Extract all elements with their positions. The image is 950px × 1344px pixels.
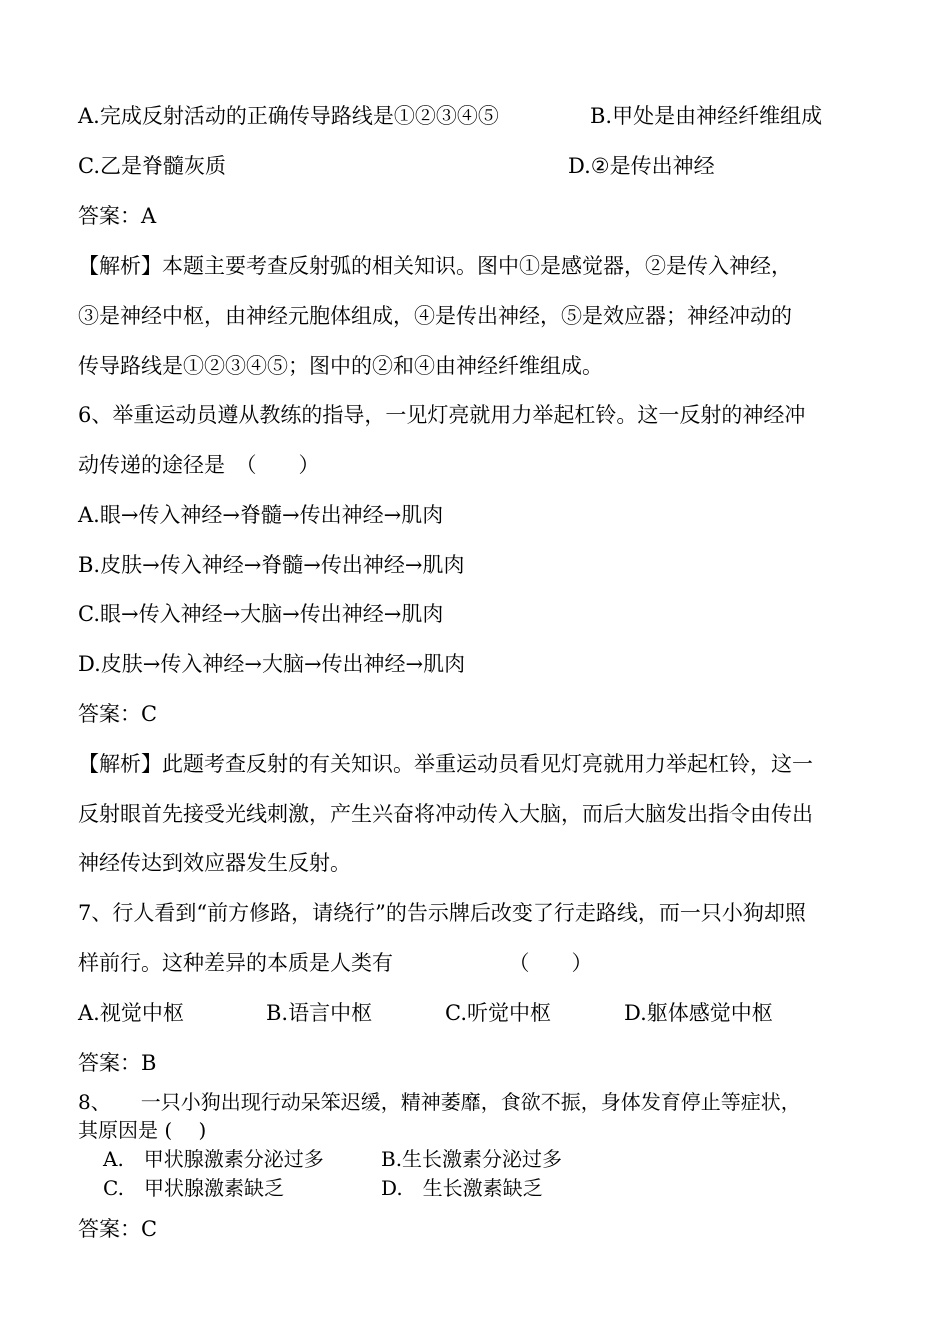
q6-option-a: A.眼→传入神经→脊髓→传出神经→肌肉	[78, 503, 444, 527]
q8-stem-line-1: 8、 一只小狗出现行动呆笨迟缓，精神萎靡，食欲不振，身体发育停止等症状，	[78, 1090, 801, 1114]
q8-option-c: C. 甲状腺激素缺乏	[103, 1176, 284, 1200]
q6-explanation-line-2: 反射眼首先接受光线刺激，产生兴奋将冲动传入大脑，而后大脑发出指令由传出	[78, 802, 813, 826]
q5-explanation-line-3: 传导路线是①②③④⑤；图中的②和④由神经纤维组成。	[78, 354, 603, 378]
q7-answer: 答案：B	[78, 1051, 157, 1075]
q8-stem-line-2: 其原因是 ( )	[78, 1118, 207, 1142]
q7-stem-line-2: 样前行。这种差异的本质是人类有 （ ）	[78, 951, 593, 975]
q6-option-d: D.皮肤→传入神经→大脑→传出神经→肌肉	[78, 652, 466, 676]
q6-option-b: B.皮肤→传入神经→脊髓→传出神经→肌肉	[78, 553, 465, 577]
q7-stem-line-1: 7、行人看到“前方修路，请绕行”的告示牌后改变了行走路线，而一只小狗却照	[78, 901, 806, 925]
q5-answer: 答案：A	[78, 204, 157, 228]
q5-option-b: B.甲处是由神经纤维组成	[590, 104, 823, 128]
q5-option-c: C.乙是脊髓灰质	[78, 154, 226, 178]
q5-explanation-line-1: 【解析】本题主要考查反射弧的相关知识。图中①是感觉器，②是传入神经，	[78, 254, 792, 278]
q6-stem-line-1: 6、举重运动员遵从教练的指导，一见灯亮就用力举起杠铃。这一反射的神经冲	[78, 403, 806, 427]
q6-answer: 答案：C	[78, 702, 158, 726]
q7-option-c: C.听觉中枢	[445, 1001, 551, 1025]
q6-explanation-line-1: 【解析】此题考查反射的有关知识。举重运动员看见灯亮就用力举起杠铃，这一	[78, 752, 813, 776]
q8-answer: 答案：C	[78, 1217, 158, 1241]
q5-option-d: D.②是传出神经	[568, 154, 715, 178]
q6-option-c: C.眼→传入神经→大脑→传出神经→肌肉	[78, 602, 444, 626]
q7-option-a: A.视觉中枢	[78, 1001, 184, 1025]
q8-option-b: B.生长激素分泌过多	[381, 1147, 563, 1171]
q7-option-d: D.躯体感觉中枢	[624, 1001, 773, 1025]
q5-option-a: A.完成反射活动的正确传导路线是①②③④⑤	[78, 104, 499, 128]
q8-option-a: A. 甲状腺激素分泌过多	[103, 1147, 324, 1171]
q5-explanation-line-2: ③是神经中枢，由神经元胞体组成，④是传出神经，⑤是效应器；神经冲动的	[78, 304, 792, 328]
q8-option-d: D. 生长激素缺乏	[381, 1176, 543, 1200]
q6-stem-line-2: 动传递的途径是 （ ）	[78, 453, 320, 477]
q7-option-b: B.语言中枢	[266, 1001, 373, 1025]
q6-explanation-line-3: 神经传达到效应器发生反射。	[78, 851, 351, 875]
